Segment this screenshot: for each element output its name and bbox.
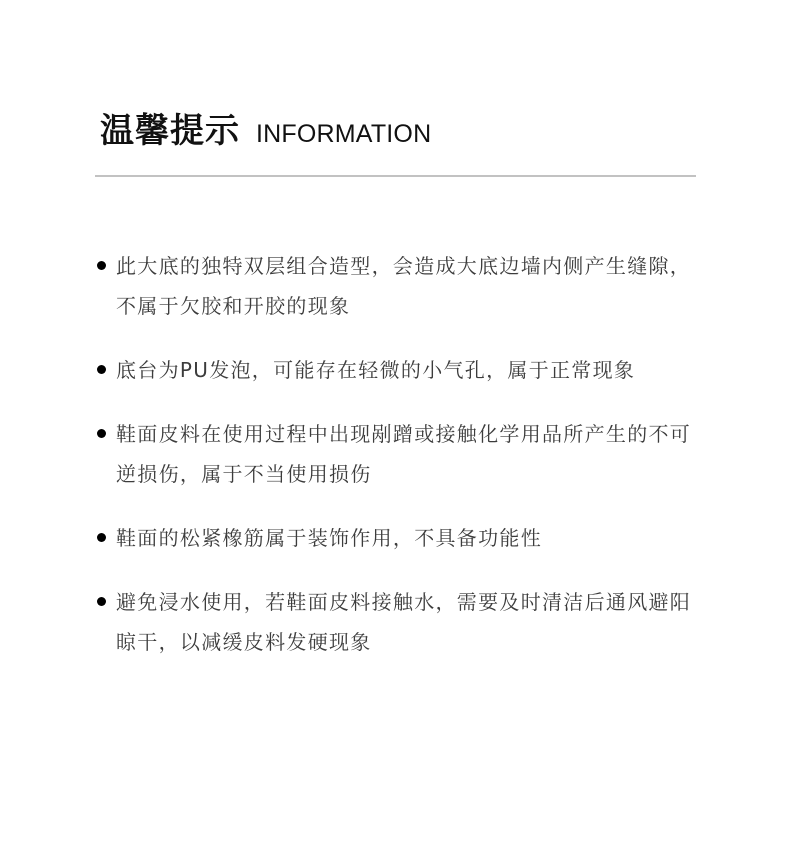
notice-text: 此大底的独特双层组合造型，会造成大底边墙内侧产生缝隙，不属于欠胶和开胶的现象 <box>116 254 692 318</box>
notice-text: 避免浸水使用，若鞋面皮料接触水，需要及时清洁后通风避阳晾干，以减缓皮料发硬现象 <box>116 590 692 654</box>
header-divider <box>95 175 696 177</box>
bullet-icon <box>97 429 106 438</box>
notice-item <box>96 518 696 558</box>
section-subtitle: INFORMATION <box>256 120 432 148</box>
bullet-icon <box>97 533 106 542</box>
notice-text: 鞋面的松紧橡筋属于装饰作用，不具备功能性 <box>116 526 542 550</box>
section-header <box>100 103 431 152</box>
bullet-icon <box>97 261 106 270</box>
notice-item <box>96 582 696 662</box>
notice-item <box>96 246 696 326</box>
notice-list <box>96 246 696 686</box>
notice-item <box>96 350 696 390</box>
notice-text: 鞋面皮料在使用过程中出现剐蹭或接触化学用品所产生的不可逆损伤，属于不当使用损伤 <box>116 422 692 486</box>
bullet-icon <box>97 365 106 374</box>
section-title: 温馨提示 <box>100 111 240 151</box>
notice-item <box>96 414 696 494</box>
bullet-icon <box>97 597 106 606</box>
notice-text: 底台为PU发泡，可能存在轻微的小气孔，属于正常现象 <box>116 358 636 382</box>
